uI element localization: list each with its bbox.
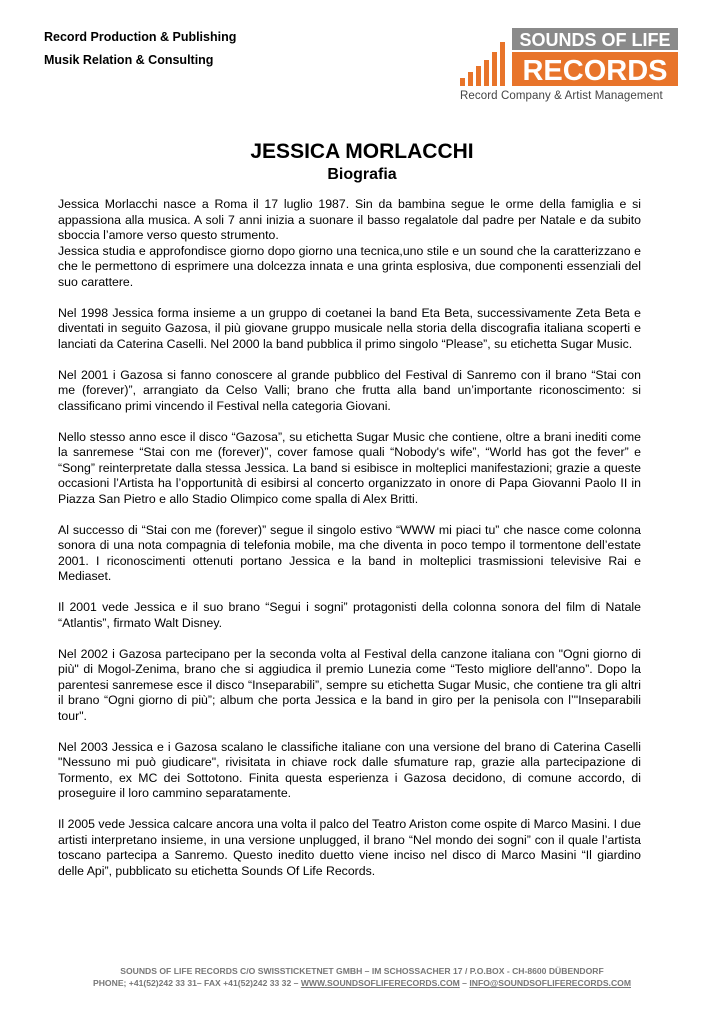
document-subtitle: Biografia [327, 166, 397, 183]
document-title: JESSICA MORLACCHI [250, 140, 474, 163]
paragraph-7: Il 2001 vede Jessica e il suo brano “Segui i sogni” protagonisti della colonna sonora del film di Natale “Atlantis”, firmato Walt Disney. [58, 600, 641, 630]
paragraph-6: Al successo di “Stai con me (forever)” segue il singolo estivo “WWW mi piaci tu” che nasce come colonna sonora di una nota compagnia di telefonia mobile, ma che diventa in poco tempo il tormentone dell’estate 2001. I riconoscimenti ottenuti portano Jessica e la band in molteplici trasmissioni televisive Rai e Mediaset. [58, 522, 641, 583]
paragraph-10: Il 2005 vede Jessica calcare ancora una volta il palco del Teatro Ariston come ospite di Marco Masini. I due artisti interpretano insieme, in una versione unplugged, il brano “Nel mondo dei sogni” con il quale l’artista toscano partecipa a Sanremo. Questo inedito duetto viene inciso nel disco di Marco Masini “Il giardino delle Api”, pubblicato su etichetta Sounds Of Life Records. [58, 817, 641, 878]
logo-graphic [458, 26, 682, 90]
paragraph-8: Nel 2002 i Gazosa partecipano per la seconda volta al Festival della canzone italiana con "Ogni giorno di più" di Mogol-Zenima, brano che si aggiudica il premio Lunezia come “Testo migliore dell'anno”. Dopo la parentesi sanremese esce il disco “Inseparabili”, sempre su etichetta Sugar Music, che contiene tra gli altri il brano “Ogni giorno di più”; album che porta Jessica e la band in giro per la penisola con l’"Inseparabili tour". [58, 646, 641, 723]
header-line-consulting: Musik Relation & Consulting [44, 53, 214, 67]
sounds-of-life-logo [458, 26, 682, 108]
header-services [44, 26, 236, 72]
logo-top-text: SOUNDS OF LIFE [519, 30, 671, 50]
paragraph-3: Nel 1998 Jessica forma insieme a un gruppo di coetanei la band Eta Beta, successivamente Zeta Beta e diventati in seguito Gazosa, il più giovane gruppo musicale nella storia della discografia italiana scoperti e lanciati da Caterina Caselli. Nel 2000 la band pubblica il primo singolo “Please”, su etichetta Sugar Music. [58, 305, 641, 351]
footer-email-link[interactable]: INFO@SOUNDSOFLIFERECORDS.COM [469, 978, 631, 988]
logo-main-text: RECORDS [522, 55, 668, 87]
paragraph-9: Nel 2003 Jessica e i Gazosa scalano le classifiche italiane con una versione del brano di Caterina Caselli "Nessuno mi può giudicare", rivisitata in chiave rock dalle sfumature rap, grazie alla partecipazione di Tormento, ex MC dei Sottotono. Finita questa esperienza i Gazosa decidono, di comune accordo, di proseguire il loro cammino separatamente. [58, 739, 641, 800]
footer-address: SOUNDS OF LIFE RECORDS C/O SWISSTICKETNET GMBH – IM SCHOSSACHER 17 / P.O.BOX - CH-8600 DÜBENDORF [120, 966, 604, 976]
footer-website-link[interactable]: WWW.SOUNDSOFLIFERECORDS.COM [300, 978, 460, 988]
paragraph-4: Nel 2001 i Gazosa si fanno conoscere al grande pubblico del Festival di Sanremo con il brano “Stai con me (forever)”, arrangiato da Celso Valli; brano che frutta alla band un’importante riconoscimento: si classificano primi vincendo il Festival nella categoria Giovani. [58, 367, 641, 413]
footer-phone-fax: PHONE; +41(52)242 33 31– FAX +41(52)242 33 32 – [92, 978, 301, 988]
footer-contacts [0, 977, 724, 989]
header-line-production: Record Production & Publishing [44, 30, 237, 44]
biography-body [58, 197, 641, 895]
paragraph-5: Nello stesso anno esce il disco “Gazosa”, su etichetta Sugar Music che contiene, oltre a brani inediti come la sanremese “Stai con me (forever)”, cover famose quali “Nobody's wife”, “World has got the fever” e “Song” reinterpretate dalla stessa Jessica. La band si esibisce in molteplici manifestazioni; grazie a queste occasioni l’Artista ha l’opportunità di esibirsi al concerto organizzato in onore di Papa Giovanni Paolo II in Piazza San Pietro e allo Stadio Olimpico come spalla di Alex Britti. [58, 429, 641, 506]
paragraph-1: Jessica Morlacchi nasce a Roma il 17 luglio 1987. Sin da bambina segue le orme della famiglia e si appassiona alla musica. A soli 7 anni inizia a suonare il basso regalatole dal padre per Natale e da subito sboccia l’amore verso questo strumento. [58, 197, 641, 242]
logo-tagline: Record Company & Artist Management [460, 90, 663, 102]
paragraph-2: Jessica studia e approfondisce giorno dopo giorno una tecnica,uno stile e un sound che la caratterizzano e che le permettono di esprimere una dolcezza innata e una grinta esplosiva, due componenti essenziali del suo carattere. [58, 243, 641, 289]
footer-separator: – [459, 978, 470, 988]
footer [0, 965, 724, 989]
